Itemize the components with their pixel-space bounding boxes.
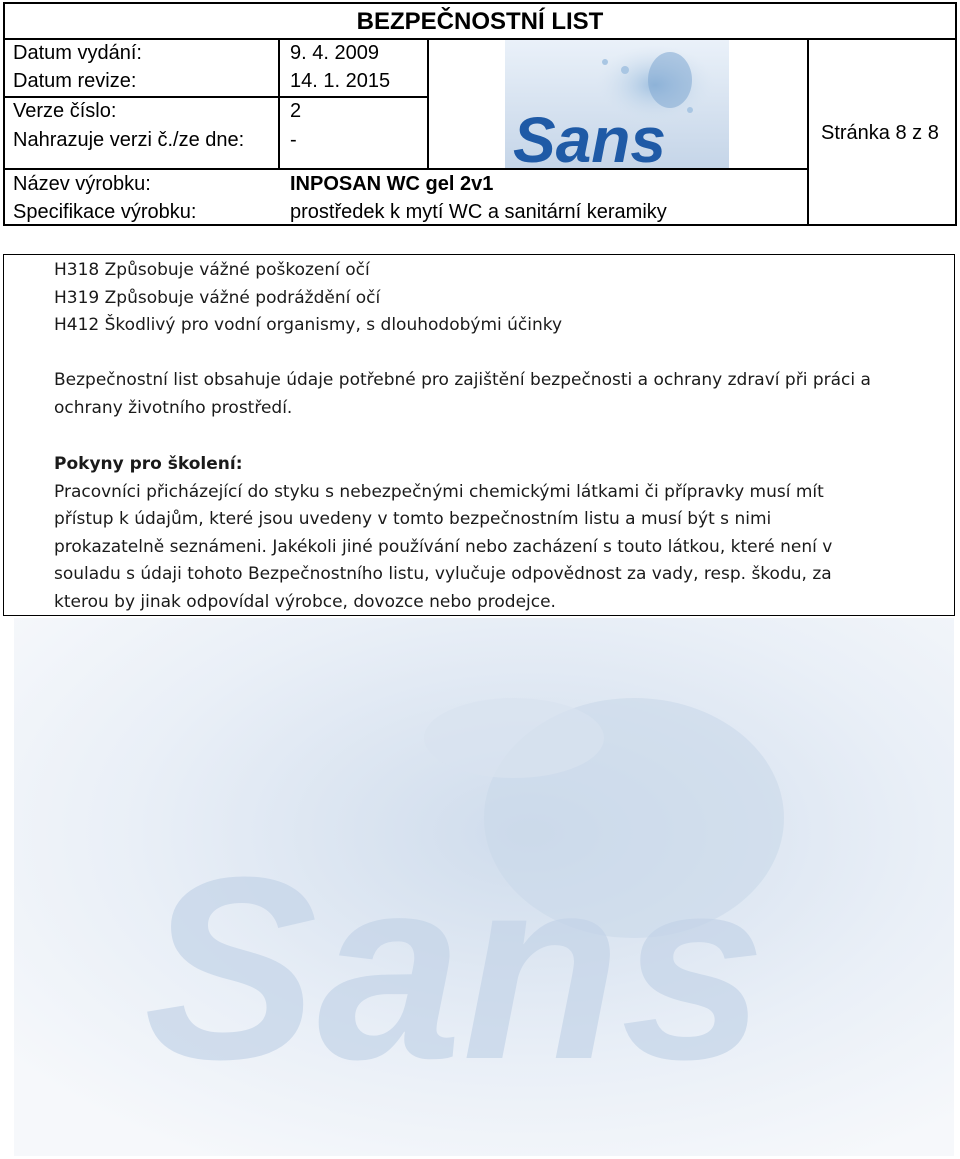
svg-text:Sans: Sans — [144, 824, 766, 1114]
header-row-rule — [3, 96, 427, 98]
training-line: souladu s údaji tohoto Bezpečnostního listu, vylučuje odpovědnost za vady, resp. škodu, za — [54, 564, 832, 584]
h-statement: H412 Škodlivý pro vodní organismy, s dlouhodobými účinky — [54, 315, 563, 335]
header-col-rule-3 — [807, 38, 809, 226]
product-spec-label: Specifikace výrobku: — [13, 201, 197, 223]
replaces-value: - — [290, 129, 297, 151]
background-watermark — [14, 618, 954, 1156]
training-line: přístup k údajům, které jsou uvedeny v tomto bezpečnostním listu a musí být s nimi — [54, 509, 772, 529]
page-number: Stránka 8 z 8 — [821, 122, 939, 144]
h-statement: H318 Způsobuje vážné poškození očí — [54, 260, 370, 280]
issue-date-value: 9. 4. 2009 — [290, 42, 379, 64]
header-col-rule-2 — [427, 38, 429, 168]
document-title: BEZPEČNOSTNÍ LIST — [356, 8, 604, 35]
info-line: ochrany životního prostředí. — [54, 397, 293, 418]
content-section — [3, 254, 955, 616]
version-value: 2 — [290, 100, 302, 122]
header-col-rule-1 — [278, 38, 280, 168]
sans-logo — [505, 40, 729, 168]
training-heading: Pokyny pro školení: — [54, 454, 243, 474]
training-line: Pracovníci přicházející do styku s nebezpečnými chemickými látkami či přípravky musí mít — [54, 481, 824, 502]
product-name-value: INPOSAN WC gel 2v1 — [290, 173, 494, 195]
header-product-rule — [3, 168, 807, 170]
svg-text:Sans: Sans — [513, 104, 666, 168]
revision-date-value: 14. 1. 2015 — [290, 70, 391, 92]
product-name-label: Název výrobku: — [13, 173, 151, 195]
training-line: prokazatelně seznámeni. Jakékoli jiné používání nebo zacházení s touto látkou, které není v — [54, 536, 833, 557]
info-line: Bezpečnostní list obsahuje údaje potřebné pro zajištění bezpečnosti a ochrany zdraví při práci a — [54, 370, 871, 390]
document-header — [3, 2, 957, 226]
h-statement: H319 Způsobuje vážné podráždění očí — [54, 287, 381, 308]
revision-date-label: Datum revize: — [13, 70, 137, 92]
issue-date-label: Datum vydání: — [13, 42, 142, 64]
version-label: Verze číslo: — [13, 100, 117, 122]
header-border-bottom — [3, 224, 957, 226]
watermark-logo — [14, 618, 954, 1156]
product-spec-value: prostředek k mytí WC a sanitární keramiky — [290, 201, 667, 223]
header-border-top — [3, 2, 957, 4]
header-title-rule — [3, 38, 957, 40]
replaces-label: Nahrazuje verzi č./ze dne: — [13, 129, 245, 151]
training-line: kterou by jinak odpovídal výrobce, dovozce nebo prodejce. — [54, 591, 556, 612]
